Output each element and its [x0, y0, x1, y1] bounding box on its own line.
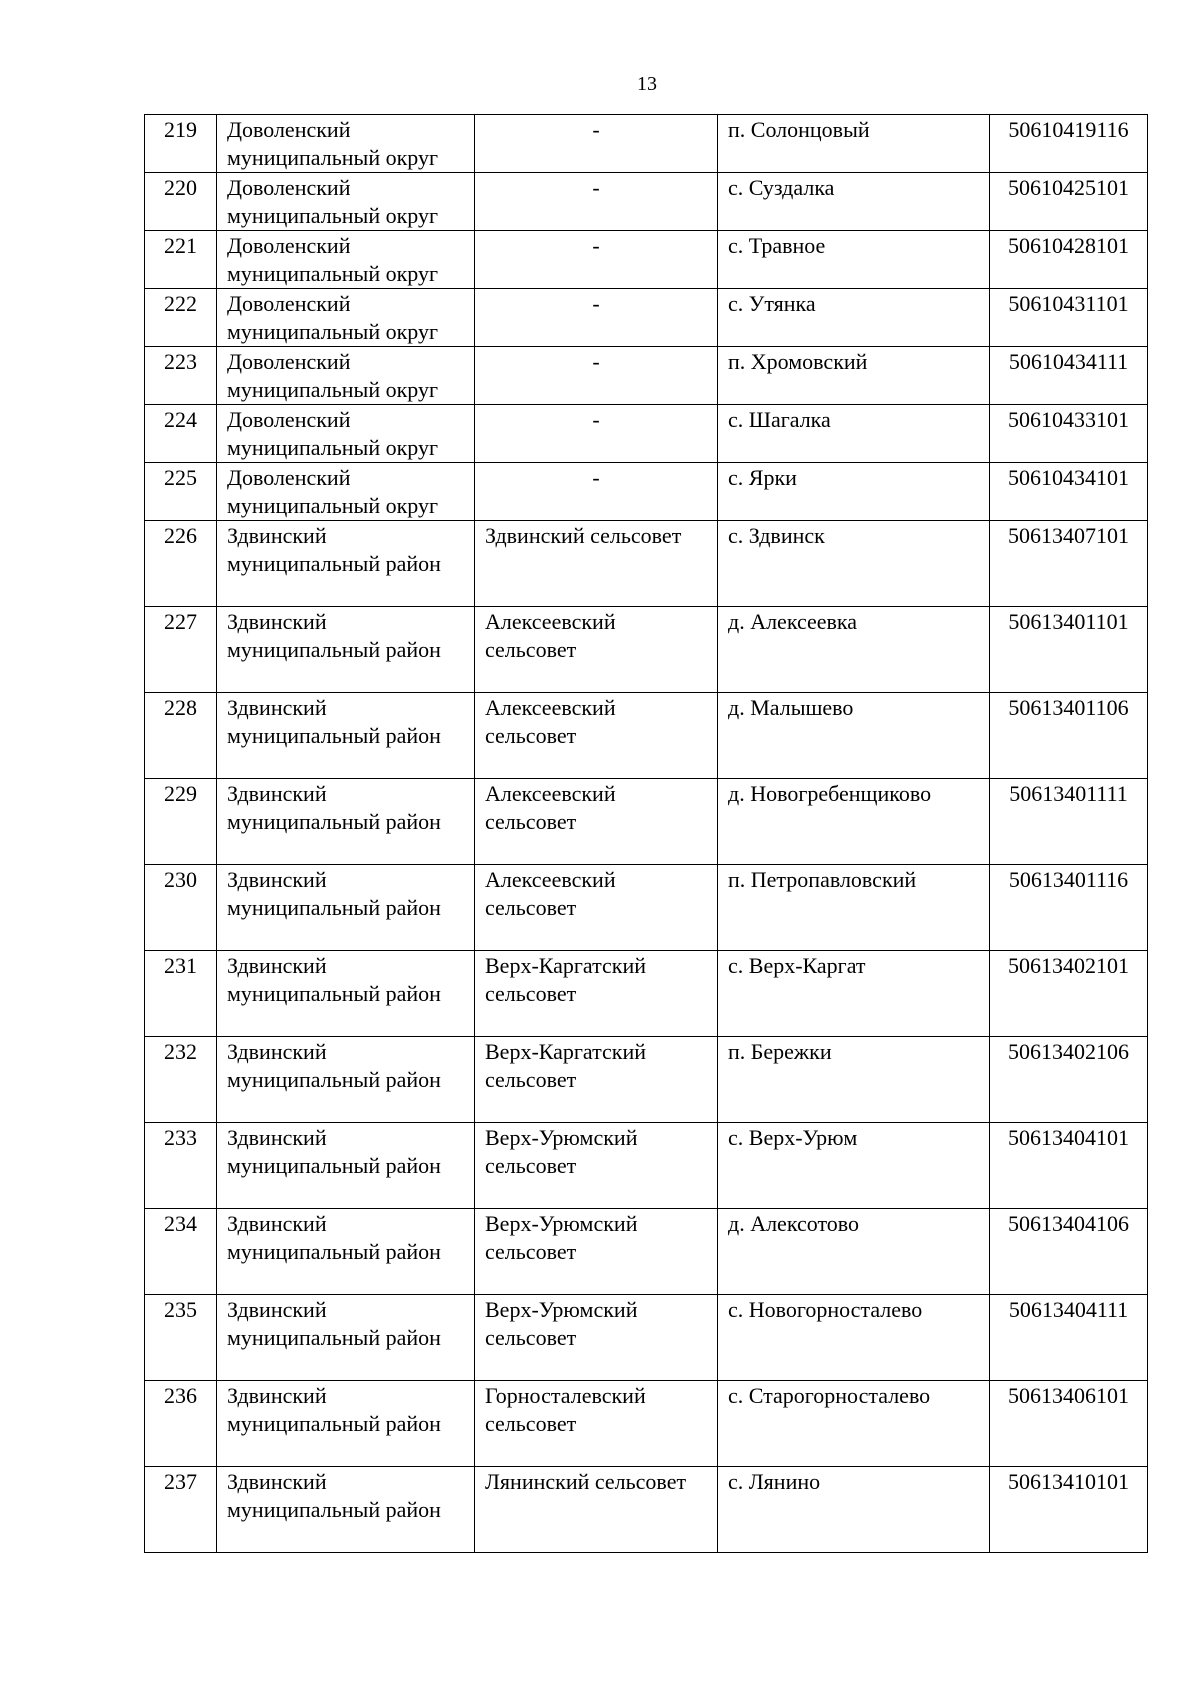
- municipal-area-cell: Здвинский муниципальный район: [217, 1037, 475, 1123]
- table-row: [145, 607, 1148, 693]
- oktmo-code-cell: 50610431101: [990, 289, 1148, 347]
- page-number: 13: [637, 73, 657, 95]
- table-row: [145, 115, 1148, 173]
- village-council-cell: Верх-Урюмский сельсовет: [475, 1209, 718, 1295]
- municipal-area-cell: Здвинский муниципальный район: [217, 521, 475, 607]
- table-row: [145, 865, 1148, 951]
- municipal-area-cell: Здвинский муниципальный район: [217, 607, 475, 693]
- municipal-area-cell: Доволенский муниципальный округ: [217, 405, 475, 463]
- oktmo-code-cell: 50613404101: [990, 1123, 1148, 1209]
- village-council-cell: Лянинский сельсовет: [475, 1467, 718, 1553]
- oktmo-code-cell: 50610433101: [990, 405, 1148, 463]
- municipal-area-cell: Здвинский муниципальный район: [217, 1381, 475, 1467]
- table-body: [145, 115, 1148, 1553]
- table-row: [145, 521, 1148, 607]
- oktmo-code-cell: 50610428101: [990, 231, 1148, 289]
- table-row: [145, 1295, 1148, 1381]
- village-council-cell: -: [475, 347, 718, 405]
- row-number-cell: 232: [145, 1037, 217, 1123]
- settlement-cell: с. Здвинск: [718, 521, 990, 607]
- oktmo-code-cell: 50613401101: [990, 607, 1148, 693]
- row-number-cell: 223: [145, 347, 217, 405]
- row-number-cell: 231: [145, 951, 217, 1037]
- village-council-cell: -: [475, 173, 718, 231]
- oktmo-code-cell: 50613401116: [990, 865, 1148, 951]
- oktmo-code-cell: 50613401106: [990, 693, 1148, 779]
- settlement-cell: п. Хромовский: [718, 347, 990, 405]
- row-number-cell: 225: [145, 463, 217, 521]
- village-council-cell: Горносталевский сельсовет: [475, 1381, 718, 1467]
- village-council-cell: Верх-Урюмский сельсовет: [475, 1295, 718, 1381]
- village-council-cell: Алексеевский сельсовет: [475, 607, 718, 693]
- settlement-cell: с. Верх-Урюм: [718, 1123, 990, 1209]
- settlement-cell: с. Новогорносталево: [718, 1295, 990, 1381]
- settlement-cell: с. Верх-Каргат: [718, 951, 990, 1037]
- table-row: [145, 347, 1148, 405]
- municipal-area-cell: Доволенский муниципальный округ: [217, 173, 475, 231]
- oktmo-code-cell: 50610419116: [990, 115, 1148, 173]
- settlement-cell: п. Бережки: [718, 1037, 990, 1123]
- settlement-cell: с. Суздалка: [718, 173, 990, 231]
- oktmo-code-cell: 50610434111: [990, 347, 1148, 405]
- municipal-area-cell: Доволенский муниципальный округ: [217, 115, 475, 173]
- settlement-cell: д. Алексотово: [718, 1209, 990, 1295]
- row-number-cell: 226: [145, 521, 217, 607]
- table-row: [145, 951, 1148, 1037]
- oktmo-code-cell: 50610425101: [990, 173, 1148, 231]
- row-number-cell: 221: [145, 231, 217, 289]
- village-council-cell: -: [475, 289, 718, 347]
- village-council-cell: Алексеевский сельсовет: [475, 865, 718, 951]
- municipal-area-cell: Доволенский муниципальный округ: [217, 463, 475, 521]
- municipal-area-cell: Здвинский муниципальный район: [217, 1123, 475, 1209]
- table-row: [145, 693, 1148, 779]
- table-row: [145, 289, 1148, 347]
- row-number-cell: 222: [145, 289, 217, 347]
- village-council-cell: -: [475, 463, 718, 521]
- municipal-area-cell: Здвинский муниципальный район: [217, 779, 475, 865]
- settlement-cell: с. Травное: [718, 231, 990, 289]
- settlement-cell: с. Шагалка: [718, 405, 990, 463]
- table-row: [145, 1467, 1148, 1553]
- oktmo-code-cell: 50610434101: [990, 463, 1148, 521]
- settlement-cell: с. Утянка: [718, 289, 990, 347]
- oktmo-code-cell: 50613404111: [990, 1295, 1148, 1381]
- row-number-cell: 227: [145, 607, 217, 693]
- village-council-cell: Здвинский сельсовет: [475, 521, 718, 607]
- settlement-cell: с. Ярки: [718, 463, 990, 521]
- municipal-area-cell: Здвинский муниципальный район: [217, 693, 475, 779]
- municipal-area-cell: Доволенский муниципальный округ: [217, 289, 475, 347]
- table-row: [145, 405, 1148, 463]
- village-council-cell: Верх-Урюмский сельсовет: [475, 1123, 718, 1209]
- row-number-cell: 220: [145, 173, 217, 231]
- settlement-cell: с. Лянино: [718, 1467, 990, 1553]
- village-council-cell: Алексеевский сельсовет: [475, 693, 718, 779]
- table-row: [145, 1209, 1148, 1295]
- row-number-cell: 233: [145, 1123, 217, 1209]
- oktmo-code-cell: 50613402101: [990, 951, 1148, 1037]
- municipal-area-cell: Здвинский муниципальный район: [217, 951, 475, 1037]
- row-number-cell: 235: [145, 1295, 217, 1381]
- table-row: [145, 231, 1148, 289]
- oktmo-code-cell: 50613404106: [990, 1209, 1148, 1295]
- row-number-cell: 234: [145, 1209, 217, 1295]
- row-number-cell: 228: [145, 693, 217, 779]
- row-number-cell: 230: [145, 865, 217, 951]
- village-council-cell: -: [475, 231, 718, 289]
- oktmo-code-cell: 50613410101: [990, 1467, 1148, 1553]
- row-number-cell: 229: [145, 779, 217, 865]
- settlement-cell: п. Петропавловский: [718, 865, 990, 951]
- oktmo-code-cell: 50613402106: [990, 1037, 1148, 1123]
- municipal-area-cell: Здвинский муниципальный район: [217, 1209, 475, 1295]
- municipal-area-cell: Здвинский муниципальный район: [217, 1295, 475, 1381]
- village-council-cell: Верх-Каргатский сельсовет: [475, 951, 718, 1037]
- municipal-area-cell: Доволенский муниципальный округ: [217, 231, 475, 289]
- settlement-cell: с. Старогорносталево: [718, 1381, 990, 1467]
- settlement-cell: д. Новогребенщиково: [718, 779, 990, 865]
- table-row: [145, 1381, 1148, 1467]
- settlements-table: [144, 114, 1148, 1553]
- settlement-cell: д. Малышево: [718, 693, 990, 779]
- table-row: [145, 779, 1148, 865]
- village-council-cell: Алексеевский сельсовет: [475, 779, 718, 865]
- row-number-cell: 219: [145, 115, 217, 173]
- table-row: [145, 173, 1148, 231]
- settlement-cell: п. Солонцовый: [718, 115, 990, 173]
- row-number-cell: 237: [145, 1467, 217, 1553]
- settlement-cell: д. Алексеевка: [718, 607, 990, 693]
- oktmo-code-cell: 50613407101: [990, 521, 1148, 607]
- municipal-area-cell: Здвинский муниципальный район: [217, 865, 475, 951]
- row-number-cell: 236: [145, 1381, 217, 1467]
- village-council-cell: -: [475, 405, 718, 463]
- village-council-cell: Верх-Каргатский сельсовет: [475, 1037, 718, 1123]
- table-row: [145, 1123, 1148, 1209]
- oktmo-code-cell: 50613406101: [990, 1381, 1148, 1467]
- table-row: [145, 1037, 1148, 1123]
- village-council-cell: -: [475, 115, 718, 173]
- oktmo-code-cell: 50613401111: [990, 779, 1148, 865]
- row-number-cell: 224: [145, 405, 217, 463]
- table-row: [145, 463, 1148, 521]
- municipal-area-cell: Здвинский муниципальный район: [217, 1467, 475, 1553]
- municipal-area-cell: Доволенский муниципальный округ: [217, 347, 475, 405]
